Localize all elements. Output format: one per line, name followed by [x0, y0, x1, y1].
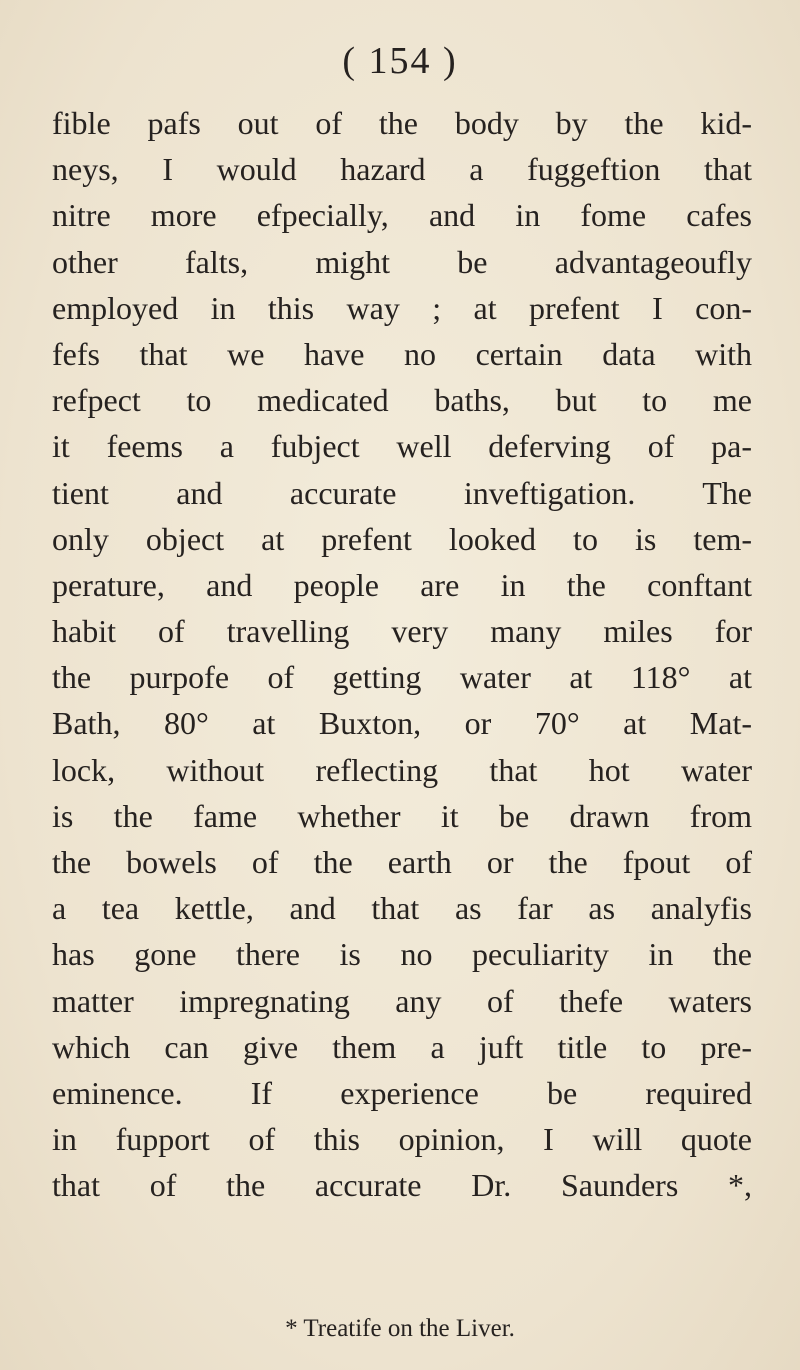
text-line: the bowels of the earth or the fpout of	[52, 844, 752, 880]
text-line: it feems a fubject well deferving of pa-	[52, 428, 752, 465]
text-line: eminence. If experience be required	[52, 1074, 752, 1111]
page-number: ( 154 )	[342, 40, 458, 82]
text-line: perature, and people are in the conftant	[52, 566, 752, 603]
text-line: the purpofe of getting water at 118° at	[52, 659, 752, 696]
text-line: only object at prefent looked to is tem-	[52, 520, 752, 557]
text-line: lock, without reflecting that hot water	[52, 751, 752, 788]
text-line: neys, I would hazard a fuggeftion that	[52, 151, 752, 188]
text-line: other falts, might be advantageoufly	[52, 243, 752, 280]
text-line: matter impregnating any of thefe waters	[52, 982, 752, 1019]
text-line: nitre more efpecially, and in fome cafes	[52, 197, 752, 234]
text-line: fefs that we have no certain data with	[52, 335, 752, 372]
text-line: employed in this way ; at prefent I con-	[52, 289, 752, 326]
text-line: is the fame whether it be drawn from	[52, 797, 752, 834]
text-line: that of the accurate Dr. Saunders *,	[52, 1167, 752, 1204]
footnote: * Treatife on the Liver.	[285, 1315, 515, 1342]
text-line: Bath, 80° at Buxton, or 70° at Mat-	[52, 705, 752, 742]
text-line: a tea kettle, and that as far as analyfis	[52, 890, 752, 927]
text-line: has gone there is no peculiarity in the	[52, 936, 752, 973]
text-line: refpect to medicated baths, but to me	[52, 382, 752, 419]
body-text	[52, 100, 752, 1209]
text-line: tient and accurate inveftigation. The	[52, 474, 752, 511]
text-line: habit of travelling very many miles for	[52, 613, 752, 650]
text-line: which can give them a juft title to pre-	[52, 1028, 752, 1065]
text-line: fible pafs out of the body by the kid-	[52, 105, 752, 141]
text-line: in fupport of this opinion, I will quote	[52, 1121, 752, 1158]
